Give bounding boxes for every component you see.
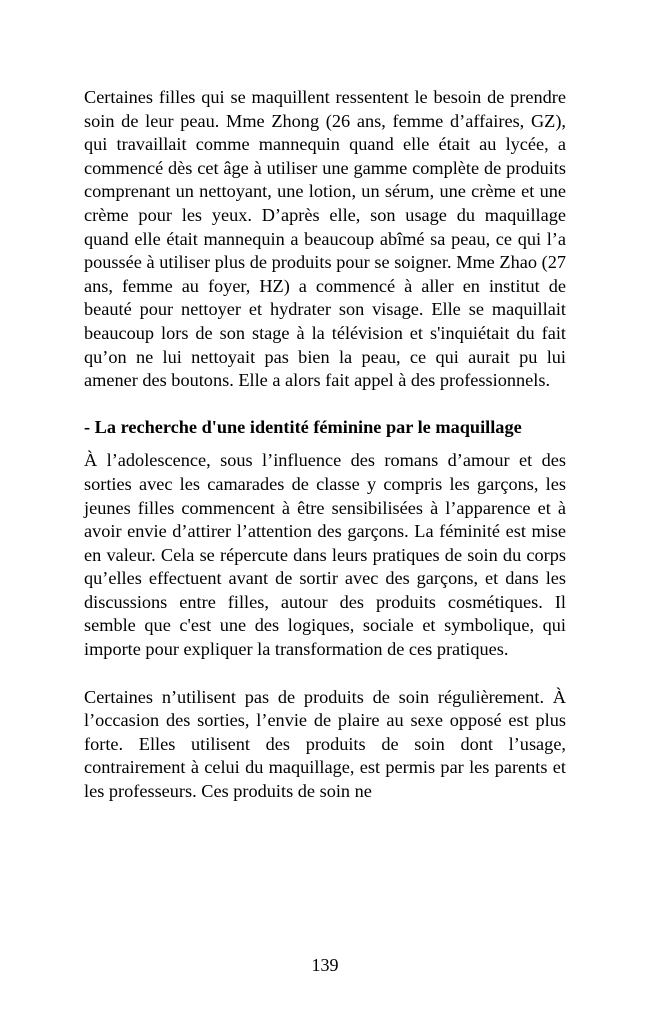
- paragraph-skin-care: Certaines filles qui se maquillent ressentent le besoin de prendre soin de leur peau. Mme Zhong (26 ans, femme d’affaires, GZ), qui travaillait comme mannequin quand elle était au lycée, a commencé dès cet âge à utiliser une gamme complète de produits comprenant un nettoyant, une lotion, un sérum, une crème et une crème pour les yeux. D’après elle, son usage du maquillage quand elle était mannequin a beaucoup abîmé sa peau, ce qui l’a poussée à utiliser plus de produits pour se soigner. Mme Zhao (27 ans, femme au foyer, HZ) a commencé à aller en institut de beauté pour nettoyer et hydrater son visage. Elle se maquillait beaucoup lors de son stage à la télévision et s'inquiétait du fait qu’on ne lui nettoyait pas bien la peau, ce qui aurait pu lui amener des boutons. Elle a alors fait appel à des professionnels.: [84, 87, 566, 391]
- page-body: [84, 86, 566, 804]
- section-heading: - La recherche d'une identité féminine par le maquillage: [84, 416, 522, 437]
- paragraph-adolescence: À l’adolescence, sous l’influence des romans d’amour et des sorties avec les camarades de classe y compris les garçons, les jeunes filles commencent à être sensibilisées à l’apparence et à avoir envie d’attirer l’attention des garçons. La féminité est mise en valeur. Cela se répercute dans leurs pratiques de soin du corps qu’elles effectuent avant de sortir avec des garçons, et dans les discussions entre filles, autour des produits cosmétiques. Il semble que c'est une des logiques, sociale et symbolique, qui importe pour expliquer la transformation de ces pratiques.: [84, 450, 566, 660]
- page-number: 139: [311, 955, 339, 975]
- paragraph-outings: Certaines n’utilisent pas de produits de soin régulièrement. À l’occasion des sorties, l’envie de plaire au sexe opposé est plus forte. Elles utilisent des produits de soin dont l’usage, contrairement à celui du maquillage, est permis par les parents et les professeurs. Ces produits de soin ne: [84, 686, 566, 802]
